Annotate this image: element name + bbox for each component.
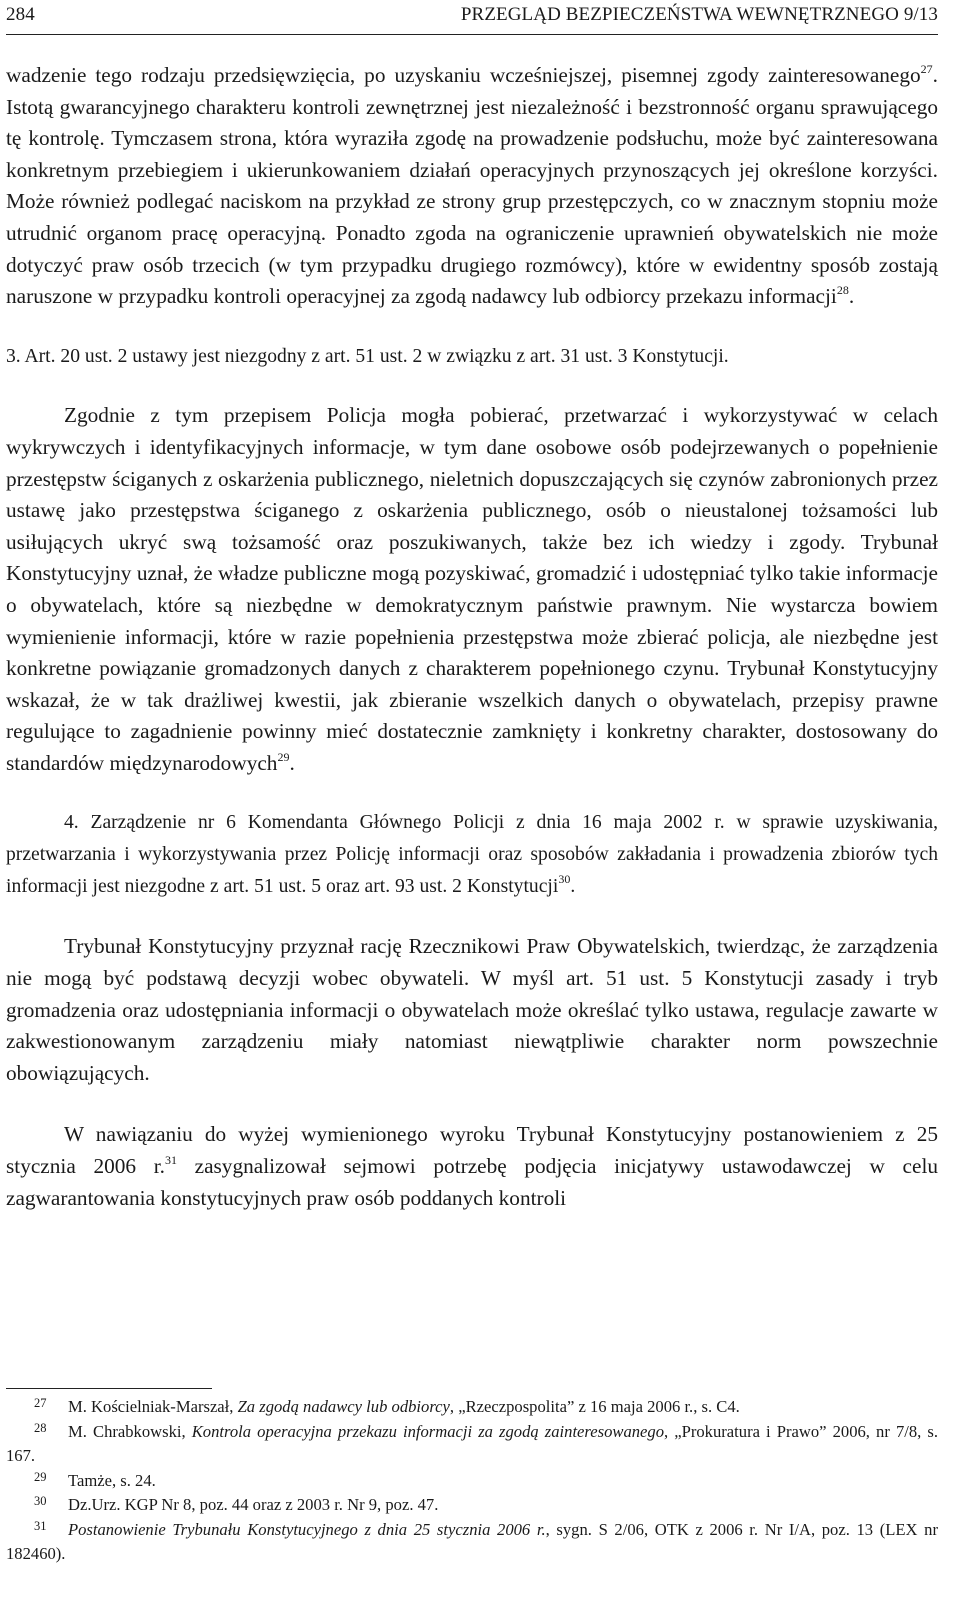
footnote-ref-27[interactable]: 27	[920, 62, 933, 76]
running-header	[6, 0, 938, 30]
page-number: 284	[6, 4, 35, 25]
footnotes	[6, 1388, 938, 1567]
point-4: 4. Zarządzenie nr 6 Komendanta Głównego Policji z dnia 16 maja 2002 r. w sprawie uzyskiwania, przetwarzania i wykorzystywania przez Policję informacji oraz sposobów zakładania i prowadzenia zbiorów tych informacji jest niezgodne z art. 51 ust. 5 oraz art. 93 ust. 2 Konstytucji$^{30}$.	[6, 812, 938, 898]
footnote-rule	[6, 1388, 212, 1389]
footnote-ref-31[interactable]: 31	[164, 1153, 177, 1168]
paragraph-3: Trybunał Konstytucyjny przyznał rację Rzecznikowi Praw Obywatelskich, twierdząc, że zarządzenia nie mogą być podstawą decyzji wobec obywateli. W myśl art. 51 ust. 5 Konstytucji zasady i tryb gromadzenia oraz udostępniania informacji o obywatelach może określać tylko ustawa, regulacje zawarte w zakwestionowanym zarządzeniu miały natomiast niewątpliwie charakter norm powszechnie obowiązujących.	[6, 934, 938, 1085]
footnote-ref-29[interactable]: 29	[277, 749, 290, 764]
paragraph-4: W nawiązaniu do wyżej wymienionego wyroku Trybunał Konstytucyjny postanowieniem z 25 stycznia 2006 r.$^{31}$ zasygnalizował sejmowi potrzebę podjęcia inicjatywy ustawodawczej w celu zagwarantowania konstytucyjnych praw osób poddanych kontroli	[6, 1122, 939, 1210]
header-rule	[6, 34, 938, 35]
paragraph-2: Zgodnie z tym przepisem Policja mogła pobierać, przetwarzać i wykorzystywać w celach wykrywczych i identyfikacyjnych informacje, w tym dane osobowe osób podejrzewanych o popełnienie przestępstw ściganych z oskarżenia publicznego, nieletnich dopuszczających się czynów zabronionych przez ustawę jako przestępstwa ściganego z oskarżenia publicznego, osób o nieustalonej tożsamości lub usiłujących ukryć swą tożsamość oraz poszukiwanych, także bez ich wiedzy i zgody. Trybunał Konstytucyjny uznał, że władze publiczne mogą pozyskiwać, gromadzić i udostępniać tylko takie informacje o obywatelach, które są niezbędne w demokratycznym państwie prawnym. Nie wystarcza bowiem wymienienie informacji, które w razie popełnienia przestępstwa może zbierać policja, ale niezbędne jest konkretne powiązanie gromadzonych danych z charakterem popełnionego czynu. Trybunał Konstytucyjny wskazał, że w tak drażliwej kwestii, jak zbieranie wszelkich danych o obywatelach, przepisy prawne regulujące to zagadnienie powinny mieć dostatecznie zamknięty i konkretny charakter, dostosowany do standardów międzynarodowych$^{29}$.	[6, 403, 938, 775]
footnote-30: 30 Dz.Urz. KGP Nr 8, poz. 44 oraz z 2003 r. Nr 9, poz. 47.	[34, 1494, 439, 1514]
main-text	[6, 60, 938, 1214]
footnote-ref-28[interactable]: 28	[836, 283, 849, 298]
footnote-28: 28 M. Chrabkowski, Kontrola operacyjna przekazu informacji za zgodą zainteresowanego, „Prokuratura i Prawo” 2006, nr 7/8, s. 167.	[6, 1420, 939, 1465]
footnote-27: 27 M. Kościelniak-Marszał, Za zgodą nadawcy lub odbiorcy, „Rzeczpospolita” z 16 maja 2006 r., s. C4.	[34, 1396, 740, 1416]
footnote-29: 29 Tamże, s. 24.	[34, 1469, 156, 1490]
point-3: 3. Art. 20 ust. 2 ustawy jest niezgodny z art. 51 ust. 2 w związku z art. 31 ust. 3 Konstytucji.	[6, 345, 729, 367]
paragraph-1: wadzenie tego rodzaju przedsięwzięcia, po uzyskaniu wcześniejszej, pisemnej zgody zainteresowanego$^{27}$. Istotą gwarancyjnego charakteru kontroli zewnętrznej jest niezależność i bezstronność organu sprawującego tę kontrolę. Tymczasem strona, która wyraziła zgodę na prowadzenie podsłuchu, może być zainteresowana konkretnym przebiegiem i ukierunkowaniem działań operacyjnych przynoszących jej określone korzyści. Może również podlegać naciskom na przykład ze strony grup przestępczych, co w znacznym stopniu może utrudnić organom pracę operacyjną. Ponadto zgoda na ograniczenie uprawnień obywatelskich nie może dotyczyć praw osób trzecich (w tym przypadku drugiego rozmówcy), które w ewidentny sposób zostają naruszone w przypadku kontroli operacyjnej za zgodą nadawcy lub odbiorcy przekazu informacji$^{28}$.	[6, 62, 938, 309]
footnote-31: 31 Postanowienie Trybunału Konstytucyjnego z dnia 25 stycznia 2006 r., sygn. S 2/06, OTK z 2006 r. Nr I/A, poz. 13 (LEX nr 182460).	[6, 1518, 938, 1563]
journal-title: PRZEGLĄD BEZPIECZEŃSTWA WEWNĘTRZNEGO 9/13	[460, 4, 938, 25]
footnote-ref-30[interactable]: 30	[558, 872, 571, 887]
